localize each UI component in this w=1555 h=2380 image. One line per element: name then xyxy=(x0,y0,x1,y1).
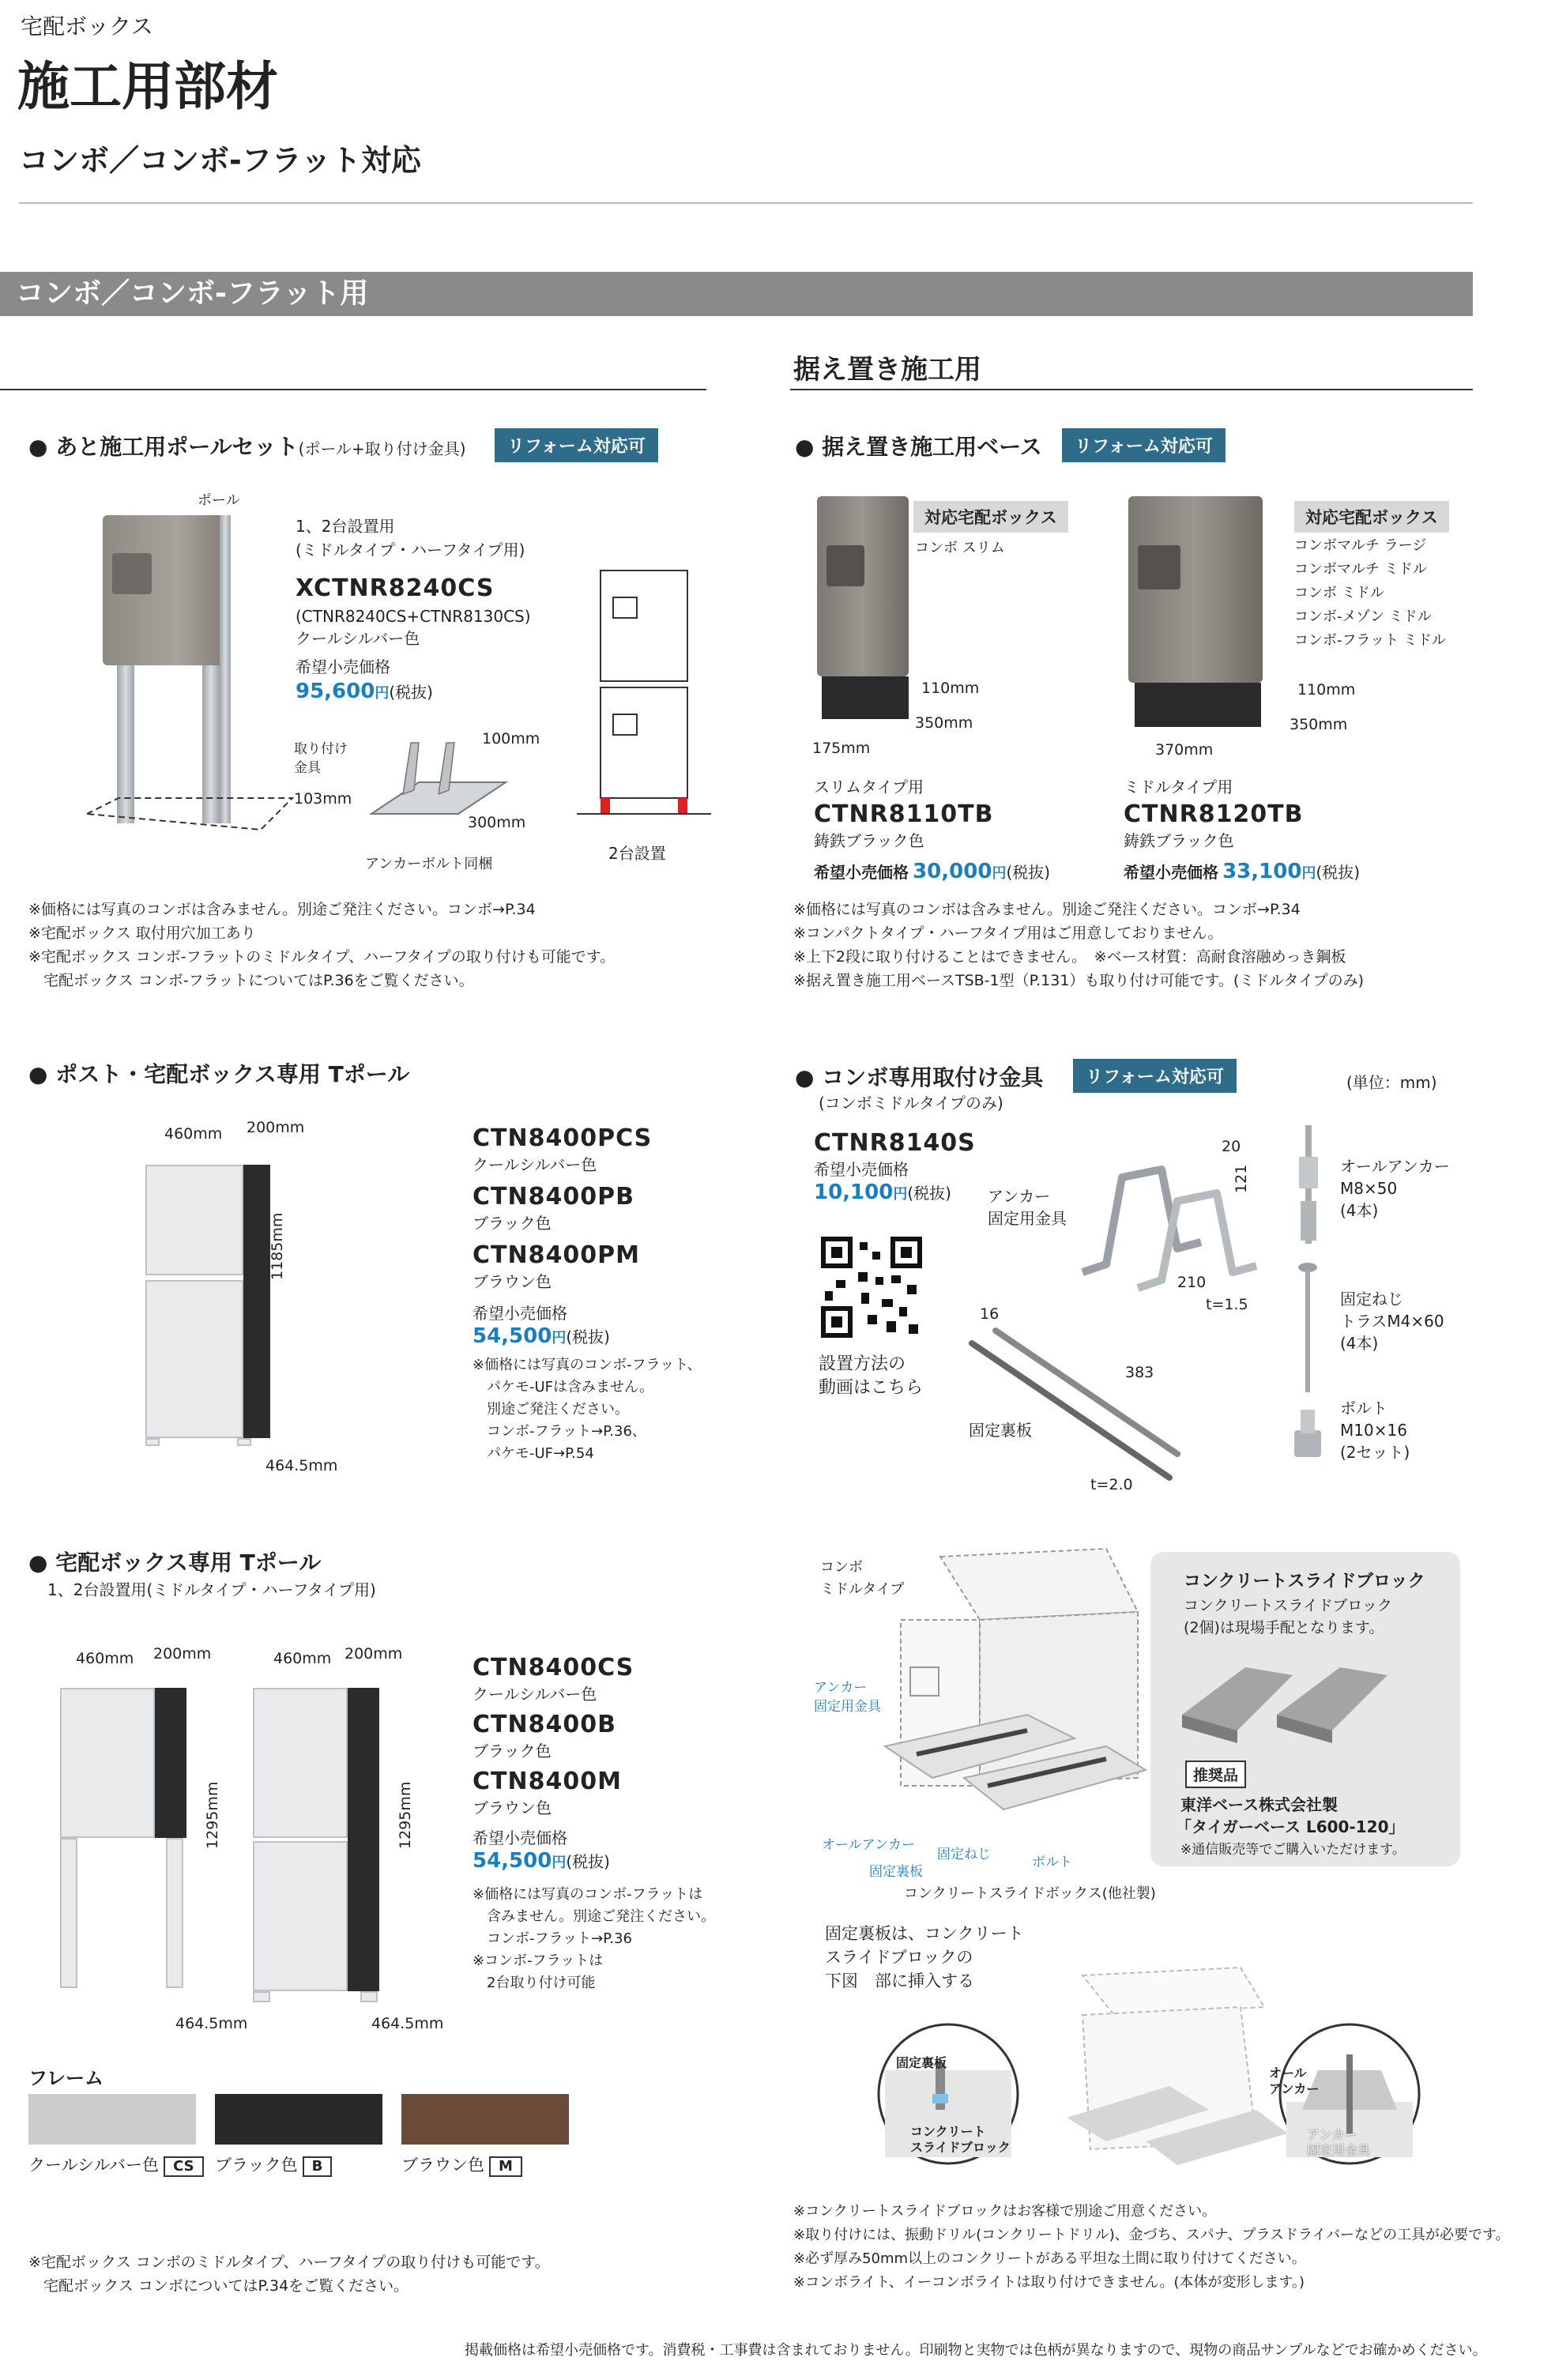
pole-set-price-label: 希望小売価格 xyxy=(296,657,390,676)
dim-100: 100mm xyxy=(482,730,540,748)
pole-base-outline xyxy=(71,790,300,838)
slim-compat-label: 対応宅配ボックス xyxy=(913,501,1068,533)
slim-box-panel xyxy=(826,545,864,586)
middle-price-label: 希望小売価格 xyxy=(1124,863,1218,882)
bracket-price: 10,100 xyxy=(814,1181,894,1204)
tpole1-model: CTN8400PM xyxy=(473,1241,640,1269)
swatch-brown xyxy=(401,2094,569,2145)
tpole2-note: 2台取り付け可能 xyxy=(473,1975,596,1991)
tpole2a-leg-left xyxy=(60,1838,77,1988)
middle-base xyxy=(1135,683,1261,727)
frame-heading: フレーム xyxy=(28,2067,104,2089)
middle-compat-item: コンボマルチ ラージ xyxy=(1294,537,1427,554)
fixing-screw-icon xyxy=(1296,1261,1320,1395)
tpole1-leg-right xyxy=(237,1438,251,1446)
slim-dim-h: 110mm xyxy=(921,680,980,697)
detail-anchor-label: アンカー 固定用金具 xyxy=(1307,2127,1371,2158)
tpole2b-box-top xyxy=(253,1688,348,1838)
bracket-sub: (コンボミドルタイプのみ) xyxy=(819,1094,1003,1113)
swatch-code: M xyxy=(489,2156,522,2177)
pole-set-notes xyxy=(28,898,724,992)
tpole2-dim-460-b: 460mm xyxy=(273,1650,332,1667)
dim-383: 383 xyxy=(1125,1364,1154,1381)
fixing-plate-drawing xyxy=(964,1327,1185,1486)
qr-code-icon[interactable] xyxy=(820,1236,923,1339)
tpole2-note: コンボ-フラット→P.36 xyxy=(473,1930,632,1947)
bracket-unit: (単位：mm) xyxy=(1346,1073,1437,1092)
base-title: 据え置き施工用ベース xyxy=(822,434,1042,460)
fixing-plate-label: 固定裏板 xyxy=(969,1421,1032,1440)
tpole1-leg-left xyxy=(145,1438,160,1446)
tpole1-price-unit: 円 xyxy=(552,1330,567,1346)
middle-compat-item: コンボ ミドル xyxy=(1294,585,1384,601)
base-note: ※コンパクトタイプ・ハーフタイプ用はご用意しておりません。 xyxy=(793,925,1223,942)
middle-box-image xyxy=(1128,496,1263,683)
tpole1-model-color: ブラウン色 xyxy=(473,1272,552,1291)
tpole2-note: 含みません。別途ご発注ください。 xyxy=(473,1908,716,1925)
bracket-label: 取り付け 金具 xyxy=(294,741,348,776)
dim-t20: t=2.0 xyxy=(1090,1476,1133,1493)
tpole1-heading: ● ポスト・宅配ボックス専用 Tポール xyxy=(28,1061,410,1087)
concrete-title: コンクリートスライドブロック xyxy=(1184,1572,1425,1591)
dim-20: 20 xyxy=(1222,1138,1241,1155)
slim-model: CTNR8110TB xyxy=(814,800,994,828)
pole-set-note: ※価格には写真のコンボは含みません。別途ご発注ください。コンボ→P.34 xyxy=(28,901,536,918)
tpole2-price: 54,500 xyxy=(473,1849,552,1873)
tpole2-note: ※価格には写真のコンボ-フラットは xyxy=(473,1886,703,1903)
middle-dim-d: 350mm xyxy=(1290,716,1348,733)
pole-set-model-note: (CTNR8240CS+CTNR8130CS) xyxy=(296,607,531,626)
tpole1-title: ポスト・宅配ボックス専用 Tポール xyxy=(55,1061,410,1087)
tpole2a-leg-right xyxy=(166,1838,183,1988)
tpole2-models xyxy=(473,1653,715,1994)
detail-plate-label: 固定裏板 xyxy=(896,2055,947,2070)
left-rule xyxy=(0,389,706,390)
tpole2-model: CTN8400CS xyxy=(473,1654,634,1681)
slim-box-image xyxy=(817,496,909,676)
part-spec: M8×50 xyxy=(1340,1179,1398,1198)
tpole2-title: 宅配ボックス専用 Tポール xyxy=(55,1550,322,1576)
install-screw-label: 固定ねじ xyxy=(937,1847,991,1862)
base-note: ※価格には写真のコンボは含みません。別途ご発注ください。コンボ→P.34 xyxy=(793,901,1301,918)
tpole2-dim-460-a: 460mm xyxy=(76,1650,134,1667)
tpole1-dim-464: 464.5mm xyxy=(265,1457,338,1474)
slim-price-label: 希望小売価格 xyxy=(814,863,909,882)
tpole2-sub: 1、2台設置用(ミドルタイプ・ハーフタイプ用) xyxy=(47,1580,376,1599)
tpole2b-leg-right xyxy=(360,1991,378,2002)
tpole2a-box xyxy=(60,1688,155,1838)
middle-compat-item: コンボマルチ ミドル xyxy=(1294,561,1427,578)
header-category: 宅配ボックス xyxy=(21,13,153,40)
pole-set-badge: リフォーム対応可 xyxy=(495,428,658,462)
two-unit-label: 2台設置 xyxy=(608,844,666,863)
tpole2b-box-bottom xyxy=(253,1841,348,1991)
bottom-right-note: ※コンクリートスライドブロックはお客様で別途ご用意ください。 xyxy=(793,2203,1217,2220)
middle-price: 33,100 xyxy=(1222,860,1302,883)
section-bar-label: コンボ／コンボ-フラット用 xyxy=(16,277,369,310)
slim-type: スリムタイプ用 xyxy=(814,778,924,796)
middle-compat-label: 対応宅配ボックス xyxy=(1294,501,1449,533)
tpole1-price: 54,500 xyxy=(473,1324,552,1348)
tpole2-price-row xyxy=(473,1849,715,1873)
slim-price-unit: 円 xyxy=(992,865,1007,882)
all-anchor-icon xyxy=(1293,1125,1324,1252)
tpole2-price-label: 希望小売価格 xyxy=(473,1828,567,1847)
all-anchor-spec xyxy=(1340,1155,1450,1222)
bracket-price-unit: 円 xyxy=(893,1186,908,1203)
dim-300: 300mm xyxy=(468,814,526,831)
bottom-right-note: ※取り付けには、振動ドリル(コンクリートドリル)、金づち、スパナ、プラスドライバーなどの工具が必要です。 xyxy=(793,2227,1510,2243)
recommend-badge: 推奨品 xyxy=(1185,1761,1246,1788)
pole-set-title-note: (ポール+取り付け金具) xyxy=(298,439,466,458)
slim-price-row xyxy=(814,860,1050,883)
pole-post xyxy=(220,515,231,823)
bottom-left-note: ※宅配ボックス コンボのミドルタイプ、ハーフタイプの取り付けも可能です。 xyxy=(28,2254,550,2271)
tpole1-note: コンボ-フラット→P.36、 xyxy=(473,1423,646,1440)
bracket-price-label: 希望小売価格 xyxy=(814,1160,909,1179)
part-spec: トラスM4×60 xyxy=(1340,1312,1444,1331)
page-title: 施工用部材 xyxy=(17,56,278,117)
slim-color: 鋳鉄ブラック色 xyxy=(814,831,924,850)
middle-type: ミドルタイプ用 xyxy=(1124,778,1233,796)
anchor-bolt-note: アンカーボルト同梱 xyxy=(365,856,493,872)
pole-set-price-unit: 円 xyxy=(375,685,390,702)
swatch-cool-silver xyxy=(28,2094,196,2145)
slim-price: 30,000 xyxy=(913,860,992,883)
tpole2-price-unit: 円 xyxy=(552,1855,567,1871)
part-qty: (2セット) xyxy=(1340,1443,1410,1462)
footer-note: 掲載価格は希望小売価格です。消費税・工事費は含まれておりません。印刷物と実物では色柄が異なりますので、現物の商品サンプルなどでお確かめください。 xyxy=(465,2342,1487,2359)
pole-set-note: ※宅配ボックス 取付用穴加工あり xyxy=(28,925,256,942)
dim-t15: t=1.5 xyxy=(1206,1296,1248,1313)
bottom-left-notes xyxy=(28,2250,740,2298)
two-unit-diagram xyxy=(577,571,711,839)
section-bar xyxy=(0,272,1473,316)
pole-set-heading: ● あと施工用ポールセット(ポール+取り付け金具) xyxy=(28,434,466,460)
pole-label: ポール xyxy=(198,492,240,509)
bracket-tax: (税抜) xyxy=(907,1184,951,1203)
tpole1-notes xyxy=(473,1354,702,1465)
middle-color: 鋳鉄ブラック色 xyxy=(1124,831,1234,850)
part-name: 固定ねじ xyxy=(1340,1290,1403,1309)
tpole1-note: ※価格には写真のコンボ-フラット、 xyxy=(473,1357,702,1373)
tpole2-dim-200-a: 200mm xyxy=(153,1645,212,1663)
insert-note: 固定裏板は、コンクリート スライドブロックの 下図 部に挿入する xyxy=(825,1924,1024,1990)
dim-16: 16 xyxy=(980,1305,1000,1323)
pole-set-model: XCTNR8240CS xyxy=(296,574,495,602)
pole-set-price-row xyxy=(296,680,433,703)
detail-all-anchor-label: オール アンカー xyxy=(1269,2066,1320,2096)
bottom-right-notes xyxy=(793,2200,1536,2295)
right-rule xyxy=(790,389,1473,390)
install-all-anchor-label: オールアンカー xyxy=(822,1837,915,1853)
middle-compat-item: コンボ-フラット ミドル xyxy=(1294,632,1446,649)
swatch-name: ブラウン色 xyxy=(401,2156,484,2175)
tpole1-body-bottom xyxy=(145,1280,243,1438)
install-anchor-label: アンカー 固定用金具 xyxy=(814,1680,881,1715)
tpole1-price-label: 希望小売価格 xyxy=(473,1304,567,1323)
tpole2-dim-1295-b: 1295mm xyxy=(397,1781,414,1849)
part-spec: M10×16 xyxy=(1340,1421,1407,1440)
pole-set-usage: 1、2台設置用 xyxy=(296,517,395,536)
bracket-badge: リフォーム対応可 xyxy=(1073,1059,1237,1093)
combo-panel xyxy=(112,553,152,594)
tpole2-notes xyxy=(473,1884,715,1994)
pole-set-note: 宅配ボックス コンボ-フラットについてはP.36をご覧ください。 xyxy=(28,972,474,989)
middle-compat-list xyxy=(1294,534,1446,653)
tpole1-body-top xyxy=(145,1165,243,1275)
part-name: ボルト xyxy=(1340,1399,1387,1418)
slim-dim-d: 350mm xyxy=(915,714,973,732)
install-bolt-label: ボルト xyxy=(1032,1855,1072,1870)
middle-box-panel xyxy=(1138,545,1180,589)
anchor-bracket-label: アンカー 固定用金具 xyxy=(988,1187,1067,1228)
install-plate-label: 固定裏板 xyxy=(869,1864,923,1880)
slim-compat-item: コンボ スリム xyxy=(915,540,1005,556)
pole-set-note: ※宅配ボックス コンボ-フラットのミドルタイプ、ハーフタイプの取り付けも可能です。 xyxy=(28,948,616,966)
bracket-title: コンボ専用取付け金具 xyxy=(822,1064,1044,1090)
bolt-spec xyxy=(1340,1397,1410,1463)
concrete-note: ※通信販売等でご購入いただけます。 xyxy=(1180,1842,1406,1858)
swatch-code: CS xyxy=(164,2156,204,2177)
pole-set-usage-note: (ミドルタイプ・ハーフタイプ用) xyxy=(296,540,525,559)
concrete-product: 「タイガーベース L600-120」 xyxy=(1176,1817,1405,1836)
tpole2a-dark-side xyxy=(155,1688,186,1838)
middle-dim-w: 370mm xyxy=(1155,741,1214,759)
slim-base xyxy=(822,676,909,719)
insert-diagram xyxy=(1051,1960,1288,2165)
tpole1-model-color: クールシルバー色 xyxy=(473,1155,597,1174)
pole-set-tax: (税抜) xyxy=(389,683,433,702)
concrete-maker: 東洋ベース株式会社製 xyxy=(1180,1795,1338,1814)
tpole2-dim-1295-a: 1295mm xyxy=(204,1781,221,1849)
tpole2-note: ※コンボ-フラットは xyxy=(473,1953,604,1969)
install-diagram xyxy=(869,1549,1154,1849)
bracket-price-row xyxy=(814,1181,951,1204)
pole-set-title: あと施工用ポールセット xyxy=(55,434,299,460)
slim-tax: (税抜) xyxy=(1006,863,1051,882)
concrete-desc: コンクリートスライドブロック (2個)は現場手配となります。 xyxy=(1184,1597,1392,1636)
install-combo-label: コンボ ミドルタイプ xyxy=(820,1559,905,1598)
bracket-model: CTNR8140S xyxy=(814,1129,976,1157)
tpole2-tax: (税抜) xyxy=(566,1852,610,1871)
middle-price-row xyxy=(1124,860,1360,883)
tpole1-tax: (税抜) xyxy=(566,1327,610,1346)
swatch-black xyxy=(215,2094,382,2145)
bottom-right-note: ※必ず厚み50mm以上のコンクリートがある平坦な土間に取り付けてください。 xyxy=(793,2250,1306,2267)
base-note: ※上下2段に取り付けることはできません。 ※ベース材質：高耐食溶融めっき鋼板 xyxy=(793,948,1346,966)
tpole2-dim-464-a: 464.5mm xyxy=(175,2015,248,2032)
tpole1-price-row xyxy=(473,1324,702,1348)
pole-set-color: クールシルバー色 xyxy=(296,629,420,648)
swatch-code: B xyxy=(303,2156,333,2177)
tpole1-note: パケモ-UF→P.54 xyxy=(473,1445,594,1462)
base-heading: ● 据え置き施工用ベース xyxy=(795,434,1042,460)
base-note: ※据え置き施工用ベースTSB-1型（P.131）も取り付け可能です。(ミドルタイプのみ) xyxy=(793,972,1365,989)
tpole1-note: 別途ご発注ください。 xyxy=(473,1401,629,1418)
base-notes xyxy=(793,898,1504,992)
right-heading: 据え置き施工用 xyxy=(793,354,981,386)
swatch-label-b xyxy=(215,2152,332,2177)
tpole1-dim-460: 460mm xyxy=(164,1125,223,1143)
fixing-screw-spec xyxy=(1340,1288,1444,1354)
swatch-label-m xyxy=(401,2152,522,2177)
tpole2-dim-464-b: 464.5mm xyxy=(371,2015,444,2032)
dim-210: 210 xyxy=(1177,1274,1207,1291)
middle-model: CTNR8120TB xyxy=(1124,800,1304,828)
tpole2-model-color: ブラック色 xyxy=(473,1742,552,1761)
swatch-label-cs xyxy=(28,2152,204,2177)
bracket-heading: ● コンボ専用取付け金具 xyxy=(795,1064,1044,1090)
middle-tax: (税抜) xyxy=(1316,863,1361,882)
page-subtitle: コンボ／コンボ-フラット対応 xyxy=(19,143,422,178)
tpole2-model: CTN8400B xyxy=(473,1711,616,1738)
middle-dim-h: 110mm xyxy=(1297,681,1356,699)
tpole1-models xyxy=(473,1124,702,1465)
tpole2-model-color: クールシルバー色 xyxy=(473,1685,597,1704)
tpole1-dim-200: 200mm xyxy=(247,1119,305,1136)
part-qty: (4本) xyxy=(1340,1201,1379,1220)
install-block-caption: コンクリートスライドボックス(他社製) xyxy=(904,1885,1156,1902)
tpole2-dim-200-b: 200mm xyxy=(345,1645,403,1663)
tpole1-dark-side xyxy=(243,1165,270,1438)
middle-compat-item: コンボ-メゾン ミドル xyxy=(1294,608,1432,625)
detail-block-label: コンクリート スライドブロック xyxy=(910,2124,1011,2155)
swatch-name: ブラック色 xyxy=(215,2156,298,2175)
part-name: オールアンカー xyxy=(1340,1157,1450,1176)
tpole1-note: パケモ-UFは含みません。 xyxy=(473,1379,654,1395)
base-badge: リフォーム対応可 xyxy=(1062,428,1226,462)
pole-set-price: 95,600 xyxy=(296,680,375,703)
swatch-name: クールシルバー色 xyxy=(28,2156,160,2175)
tpole2b-leg-left xyxy=(253,1991,270,2002)
tpole1-model: CTN8400PB xyxy=(473,1183,634,1211)
dim-103: 103mm xyxy=(294,790,352,808)
bottom-left-note: 宅配ボックス コンボについてはP.34をご覧ください。 xyxy=(28,2277,409,2295)
header-divider xyxy=(19,202,1473,204)
slim-dim-w: 175mm xyxy=(812,740,871,757)
bottom-right-note: ※コンボライト、イーコンボライトは取り付けできません。(本体が変形します。) xyxy=(793,2274,1305,2291)
dim-121: 121 xyxy=(1233,1164,1250,1193)
tpole2-model-color: ブラウン色 xyxy=(473,1798,552,1817)
part-qty: (4本) xyxy=(1340,1334,1379,1353)
middle-price-unit: 円 xyxy=(1301,865,1316,882)
tpole2-heading: ● 宅配ボックス専用 Tポール xyxy=(28,1550,322,1576)
qr-caption: 設置方法の 動画はこちら xyxy=(819,1354,924,1398)
bolt-icon xyxy=(1290,1407,1326,1462)
tpole1-model: CTN8400PCS xyxy=(473,1124,653,1152)
tpole2b-dark-side xyxy=(348,1688,379,1991)
concrete-block-image xyxy=(1174,1651,1443,1746)
tpole1-dim-1185: 1185mm xyxy=(269,1212,286,1280)
tpole2-model: CTN8400M xyxy=(473,1768,622,1795)
tpole1-model-color: ブラック色 xyxy=(473,1214,552,1233)
